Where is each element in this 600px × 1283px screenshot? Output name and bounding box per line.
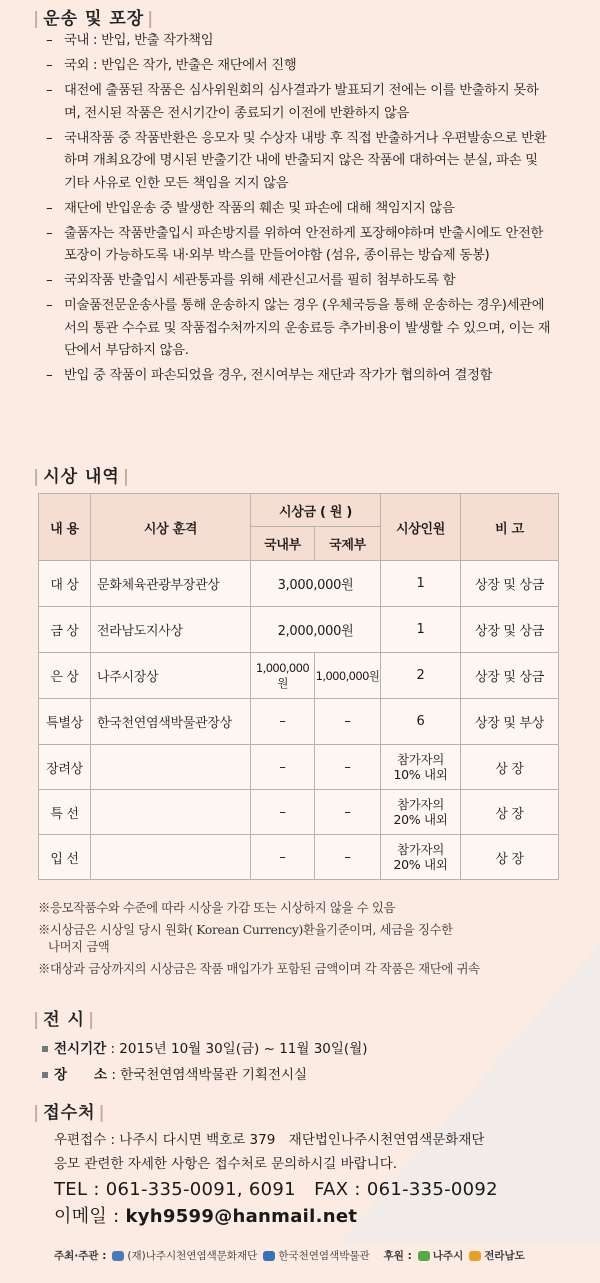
- sponsor-label: 후원 :: [383, 1250, 412, 1262]
- table-row: [39, 699, 559, 745]
- cell-name: [91, 790, 251, 835]
- mail-address: 우편접수 : 나주시 다시면 백호로 379 재단법인나주시천연염색문화재단: [54, 1132, 485, 1148]
- cell-category: 장려상: [39, 745, 91, 790]
- foundation-mark-icon: [112, 1251, 124, 1261]
- winners-line1: 참가자의: [396, 797, 445, 812]
- cell-winners: [381, 835, 461, 880]
- venue-value: : 한국천연염색박물관 기획전시실: [111, 1067, 308, 1083]
- inquiry-text: 응모 관련한 자세한 사항은 접수처로 문의하시길 바랍니다.: [54, 1156, 398, 1172]
- cell-name: [91, 745, 251, 790]
- cell-prize: 2,000,000원: [251, 607, 381, 653]
- square-bullet-icon: [42, 1046, 48, 1052]
- exhibition-venue: [42, 1062, 368, 1088]
- table-row: [39, 790, 559, 835]
- cell-domestic: –: [251, 835, 315, 880]
- winners-line1: 참가자의: [396, 752, 445, 767]
- cell-note: 상장 및 상금: [461, 561, 559, 607]
- email-link[interactable]: kyh9599@hanmail.net: [125, 1206, 358, 1227]
- list-item: – 대전에 출품된 작품은 심사위원회의 심사결과가 발표되기 전에는 이를 반출하지 못하며, 전시된 작품은 전시기간이 종료되기 이전에 반환하지 않음: [46, 80, 552, 125]
- list-item: – 국외 : 반입은 작가, 반출은 재단에서 진행: [46, 55, 552, 78]
- jeonnam-mark-icon: [469, 1251, 481, 1261]
- exhibition-period: [42, 1036, 368, 1062]
- cell-international: –: [315, 790, 381, 835]
- phone-fax: TEL : 061-335-0091, 6091 FAX : 061-335-0092: [54, 1179, 498, 1200]
- footer: [54, 1248, 574, 1263]
- header-winners: 시상인원: [381, 494, 461, 561]
- shipping-list: [46, 30, 552, 390]
- host-label: 주최·주관 :: [54, 1250, 107, 1262]
- winners-line2: 20% 내외: [393, 812, 448, 827]
- venue-label: 장 소: [54, 1067, 108, 1083]
- note-line: ※시상금은 시상일 당시 원화( Korean Currency)환율기준이며, 세금을 징수한: [38, 923, 453, 937]
- cell-note: 상장 및 부상: [461, 699, 559, 745]
- header-note: 비 고: [461, 494, 559, 561]
- museum-logo: 한국천연염색박물관: [263, 1248, 369, 1263]
- list-item: – 국내작품 중 작품반환은 응모자 및 수상자 내방 후 직접 반출하거나 우편발송으로 반환하며 개최요강에 명시된 반출기간 내에 반출되지 않은 작품에 대하여는 분실, 파손 및 기타 사유로 인한 모든 책임을 지지 않음: [46, 128, 552, 196]
- list-item: – 미술품전문운송사를 통해 운송하지 않는 경우 (우체국등을 통해 운송하는 경우)세관에서의 통관 수수료 및 작품접수처까지의 운송료등 추가비용이 발생할 수 있으며, 이는 재단에서 부담하지 않음.: [46, 295, 552, 363]
- table-row: [39, 835, 559, 880]
- cell-name: 문화체육관광부장관상: [91, 561, 251, 607]
- awards-section-title: | 시상 내역 |: [33, 467, 131, 487]
- cell-name: 한국천연염색박물관장상: [91, 699, 251, 745]
- header-category: 내 용: [39, 494, 91, 561]
- cell-international: –: [315, 699, 381, 745]
- naju-logo: 나주시: [418, 1248, 463, 1263]
- naju-mark-icon: [418, 1251, 430, 1261]
- cell-domestic: –: [251, 745, 315, 790]
- cell-note: 상 장: [461, 790, 559, 835]
- award-notes: [38, 900, 578, 983]
- table-header-row: [39, 494, 559, 527]
- winners-line2: 10% 내외: [393, 767, 448, 782]
- period-label: 전시기간: [54, 1041, 107, 1057]
- table-row: [39, 561, 559, 607]
- contact-section-title: | 접수처 |: [33, 1103, 106, 1123]
- cell-note: 상 장: [461, 835, 559, 880]
- list-item: – 국내 : 반입, 반출 작가책임: [46, 30, 552, 53]
- cell-international: –: [315, 835, 381, 880]
- winners-line1: 참가자의: [396, 842, 445, 857]
- table-row: [39, 745, 559, 790]
- email-line: [54, 1203, 574, 1230]
- cell-domestic: –: [251, 699, 315, 745]
- cell-international: 1,000,000원: [315, 653, 381, 699]
- cell-winners: 1: [381, 561, 461, 607]
- table-row: [39, 653, 559, 699]
- cell-prize: 3,000,000원: [251, 561, 381, 607]
- cell-category: 특별상: [39, 699, 91, 745]
- cell-winners: [381, 790, 461, 835]
- cell-name: 나주시장상: [91, 653, 251, 699]
- table-row: [39, 607, 559, 653]
- cell-name: [91, 835, 251, 880]
- period-value: : 2015년 10월 30일(금) ~ 11월 30일(월): [110, 1041, 368, 1057]
- square-bullet-icon: [42, 1072, 48, 1078]
- list-item: – 국외작품 반출입시 세관통과를 위해 세관신고서를 필히 첨부하도록 함: [46, 270, 552, 293]
- exhibition-section-title: | 전 시 |: [33, 1010, 96, 1030]
- cell-winners: 6: [381, 699, 461, 745]
- jeonnam-logo: 전라남도: [469, 1248, 525, 1263]
- note-line: 나머지 금액: [48, 940, 110, 954]
- header-name: 시상 훈격: [91, 494, 251, 561]
- shipping-section-title: | 운송 및 포장 |: [33, 9, 155, 29]
- list-item: – 반입 중 작품이 파손되었을 경우, 전시여부는 재단과 작가가 협의하여 결정함: [46, 365, 552, 388]
- cell-category: 금 상: [39, 607, 91, 653]
- cell-category: 특 선: [39, 790, 91, 835]
- awards-table: [38, 493, 559, 880]
- email-label: 이메일 :: [54, 1206, 126, 1227]
- cell-domestic: –: [251, 790, 315, 835]
- exhibition-info: [42, 1036, 368, 1088]
- cell-domestic: 1,000,000원: [251, 653, 315, 699]
- cell-winners: 1: [381, 607, 461, 653]
- cell-note: 상장 및 상금: [461, 607, 559, 653]
- list-item: – 출품자는 작품반출입시 파손방지를 위하여 안전하게 포장해야하며 반출시에도 안전한 포장이 가능하도록 내·외부 박스를 만들어야함 (섬유, 종이류는 방습제 동봉): [46, 223, 552, 268]
- cell-name: 전라남도지사상: [91, 607, 251, 653]
- header-domestic: 국내부: [251, 527, 315, 561]
- winners-line2: 20% 내외: [393, 857, 448, 872]
- museum-mark-icon: [263, 1251, 275, 1261]
- header-prize: 시상금 ( 원 ): [251, 494, 381, 527]
- note-line: ※응모작품수와 수준에 따라 시상을 가감 또는 시상하지 않을 수 있음: [38, 901, 396, 915]
- cell-international: –: [315, 745, 381, 790]
- contact-info: [54, 1128, 574, 1230]
- list-item: – 재단에 반입운송 중 발생한 작품의 훼손 및 파손에 대해 책임지지 않음: [46, 198, 552, 221]
- cell-category: 대 상: [39, 561, 91, 607]
- header-international: 국제부: [315, 527, 381, 561]
- cell-category: 입 선: [39, 835, 91, 880]
- cell-winners: 2: [381, 653, 461, 699]
- cell-category: 은 상: [39, 653, 91, 699]
- cell-note: 상장 및 상금: [461, 653, 559, 699]
- note-line: ※대상과 금상까지의 시상금은 작품 매입가가 포함된 금액이며 각 작품은 재단에 귀속: [38, 962, 480, 976]
- foundation-logo: (재)나주시천연염색문화재단: [112, 1248, 257, 1263]
- cell-note: 상 장: [461, 745, 559, 790]
- cell-winners: [381, 745, 461, 790]
